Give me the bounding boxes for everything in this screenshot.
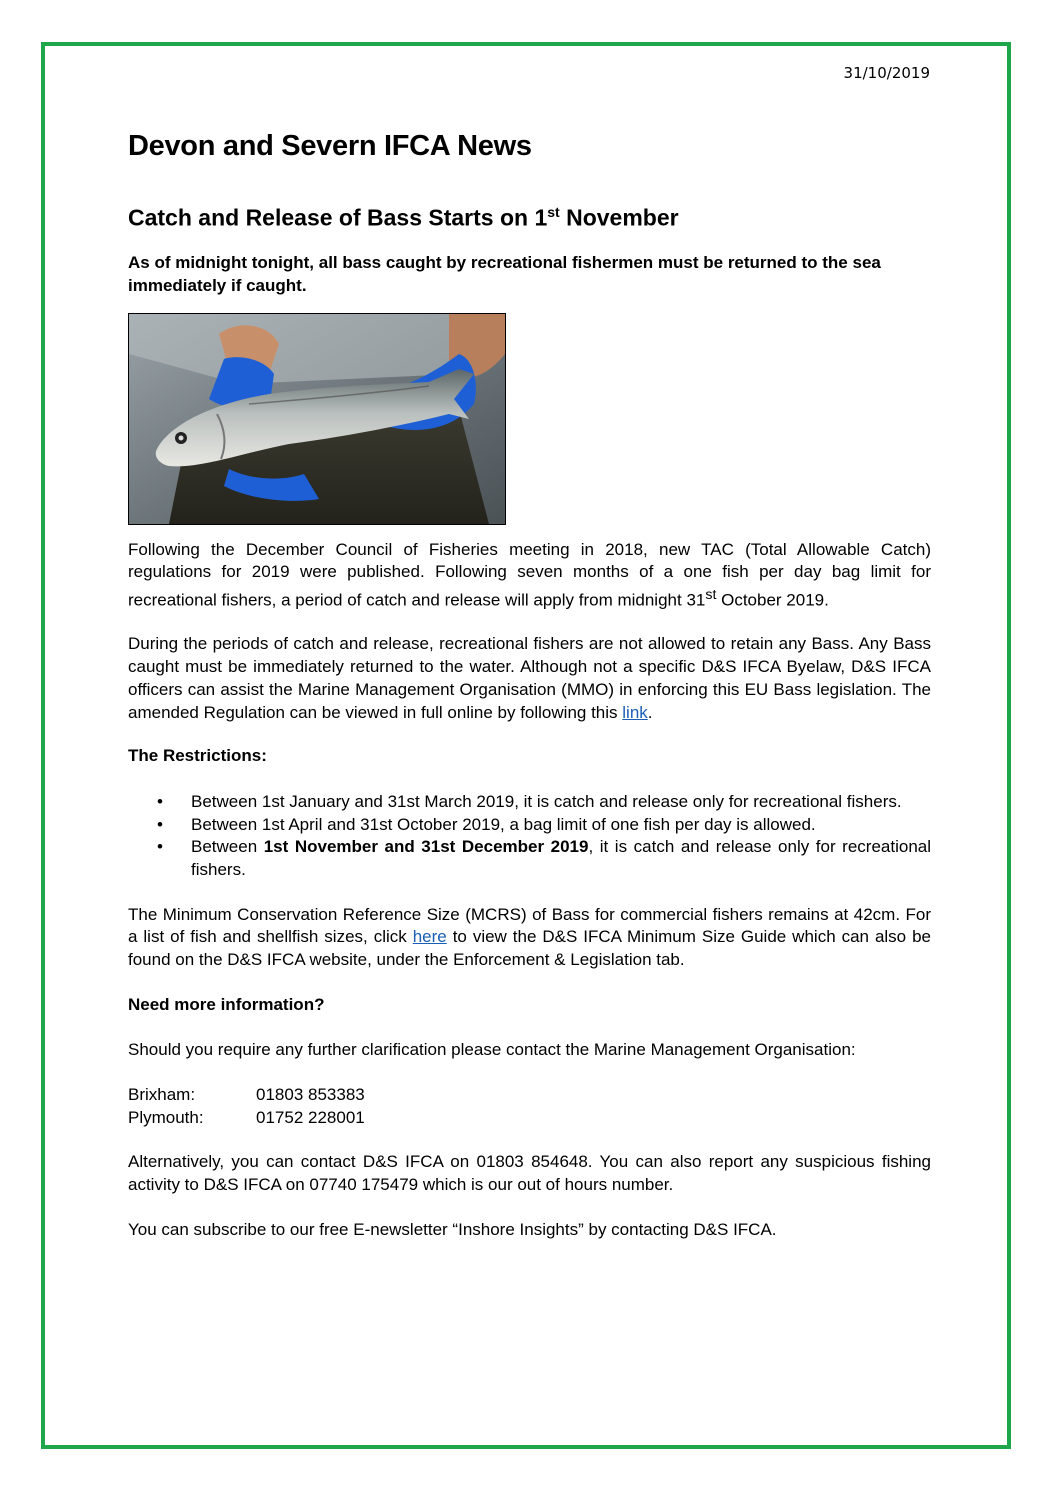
document-body xyxy=(128,128,931,1241)
document-date: 31/10/2019 xyxy=(843,64,930,82)
contact-row-brixham xyxy=(128,1084,931,1107)
page-title: Devon and Severn IFCA News xyxy=(128,130,532,162)
bullet: • xyxy=(157,791,163,811)
list-item: • Between 1st November and 31st December 2019, it is catch and release only for recreational fishers. xyxy=(157,837,932,880)
article-title: Catch and Release of Bass Starts on 1st November xyxy=(128,204,679,231)
contact-label: Brixham: xyxy=(128,1085,196,1105)
paragraph-alternative-contact: Alternatively, you can contact D&S IFCA on 01803 854648. You can also report any suspicious fishing activity to D&S IFCA on 07740 175479 which is our out of hours number. xyxy=(128,1152,931,1194)
list-item: • Between 1st April and 31st October 2019, a bag limit of one fish per day is allowed. xyxy=(191,814,931,837)
paragraph-mcrs: The Minimum Conservation Reference Size (MCRS) of Bass for commercial fishers remains at 42cm. For a list of fish and shellfish sizes, click here to view the D&S IFCA Minimum Size Guide which can also be found on the D&S IFCA website, under the Enforcement & Legislation tab. xyxy=(128,904,931,970)
contact-label: Plymouth: xyxy=(128,1107,204,1127)
contact-phone: 01752 228001 xyxy=(256,1107,365,1127)
paragraph-tac: Following the December Council of Fisheries meeting in 2018, new TAC (Total Allowable Catch) regulations for 2019 were published. Following seven months of a one fish per day bag limit for recreational fishers, a period of catch and release will apply from midnight 31st October 2019. xyxy=(128,539,931,610)
contact-row-plymouth xyxy=(128,1107,931,1130)
restrictions-list xyxy=(128,791,931,882)
regulation-link[interactable]: link xyxy=(622,702,648,722)
restrictions-heading: The Restrictions: xyxy=(128,746,267,766)
lead-paragraph: As of midnight tonight, all bass caught by recreational fishermen must be returned to the sea immediately if caught. xyxy=(128,252,881,295)
contact-phone: 01803 853383 xyxy=(256,1085,365,1105)
contact-list xyxy=(128,1084,931,1129)
need-info-heading: Need more information? xyxy=(128,994,325,1014)
bullet: • xyxy=(157,837,163,857)
bullet: • xyxy=(157,814,163,834)
paragraph-clarification: Should you require any further clarification please contact the Marine Management Organisation: xyxy=(128,1039,856,1059)
size-guide-link[interactable]: here xyxy=(412,927,447,947)
bass-fish-photo xyxy=(128,313,506,525)
paragraph-catch-release: During the periods of catch and release, recreational fishers are not allowed to retain any Bass. Any Bass caught must be immediately returned to the water. Although not a specific D&S IFCA Byelaw, D&S IFCA officers can assist the Marine Management Organisation (MMO) in enforcing this EU Bass legislation. The amended Regulation can be viewed in full online by following this link. xyxy=(128,634,931,722)
paragraph-newsletter: You can subscribe to our free E-newsletter “Inshore Insights” by contacting D&S IFCA. xyxy=(128,1219,777,1239)
list-item: • Between 1st January and 31st March 2019, it is catch and release only for recreational fishers. xyxy=(191,791,931,814)
